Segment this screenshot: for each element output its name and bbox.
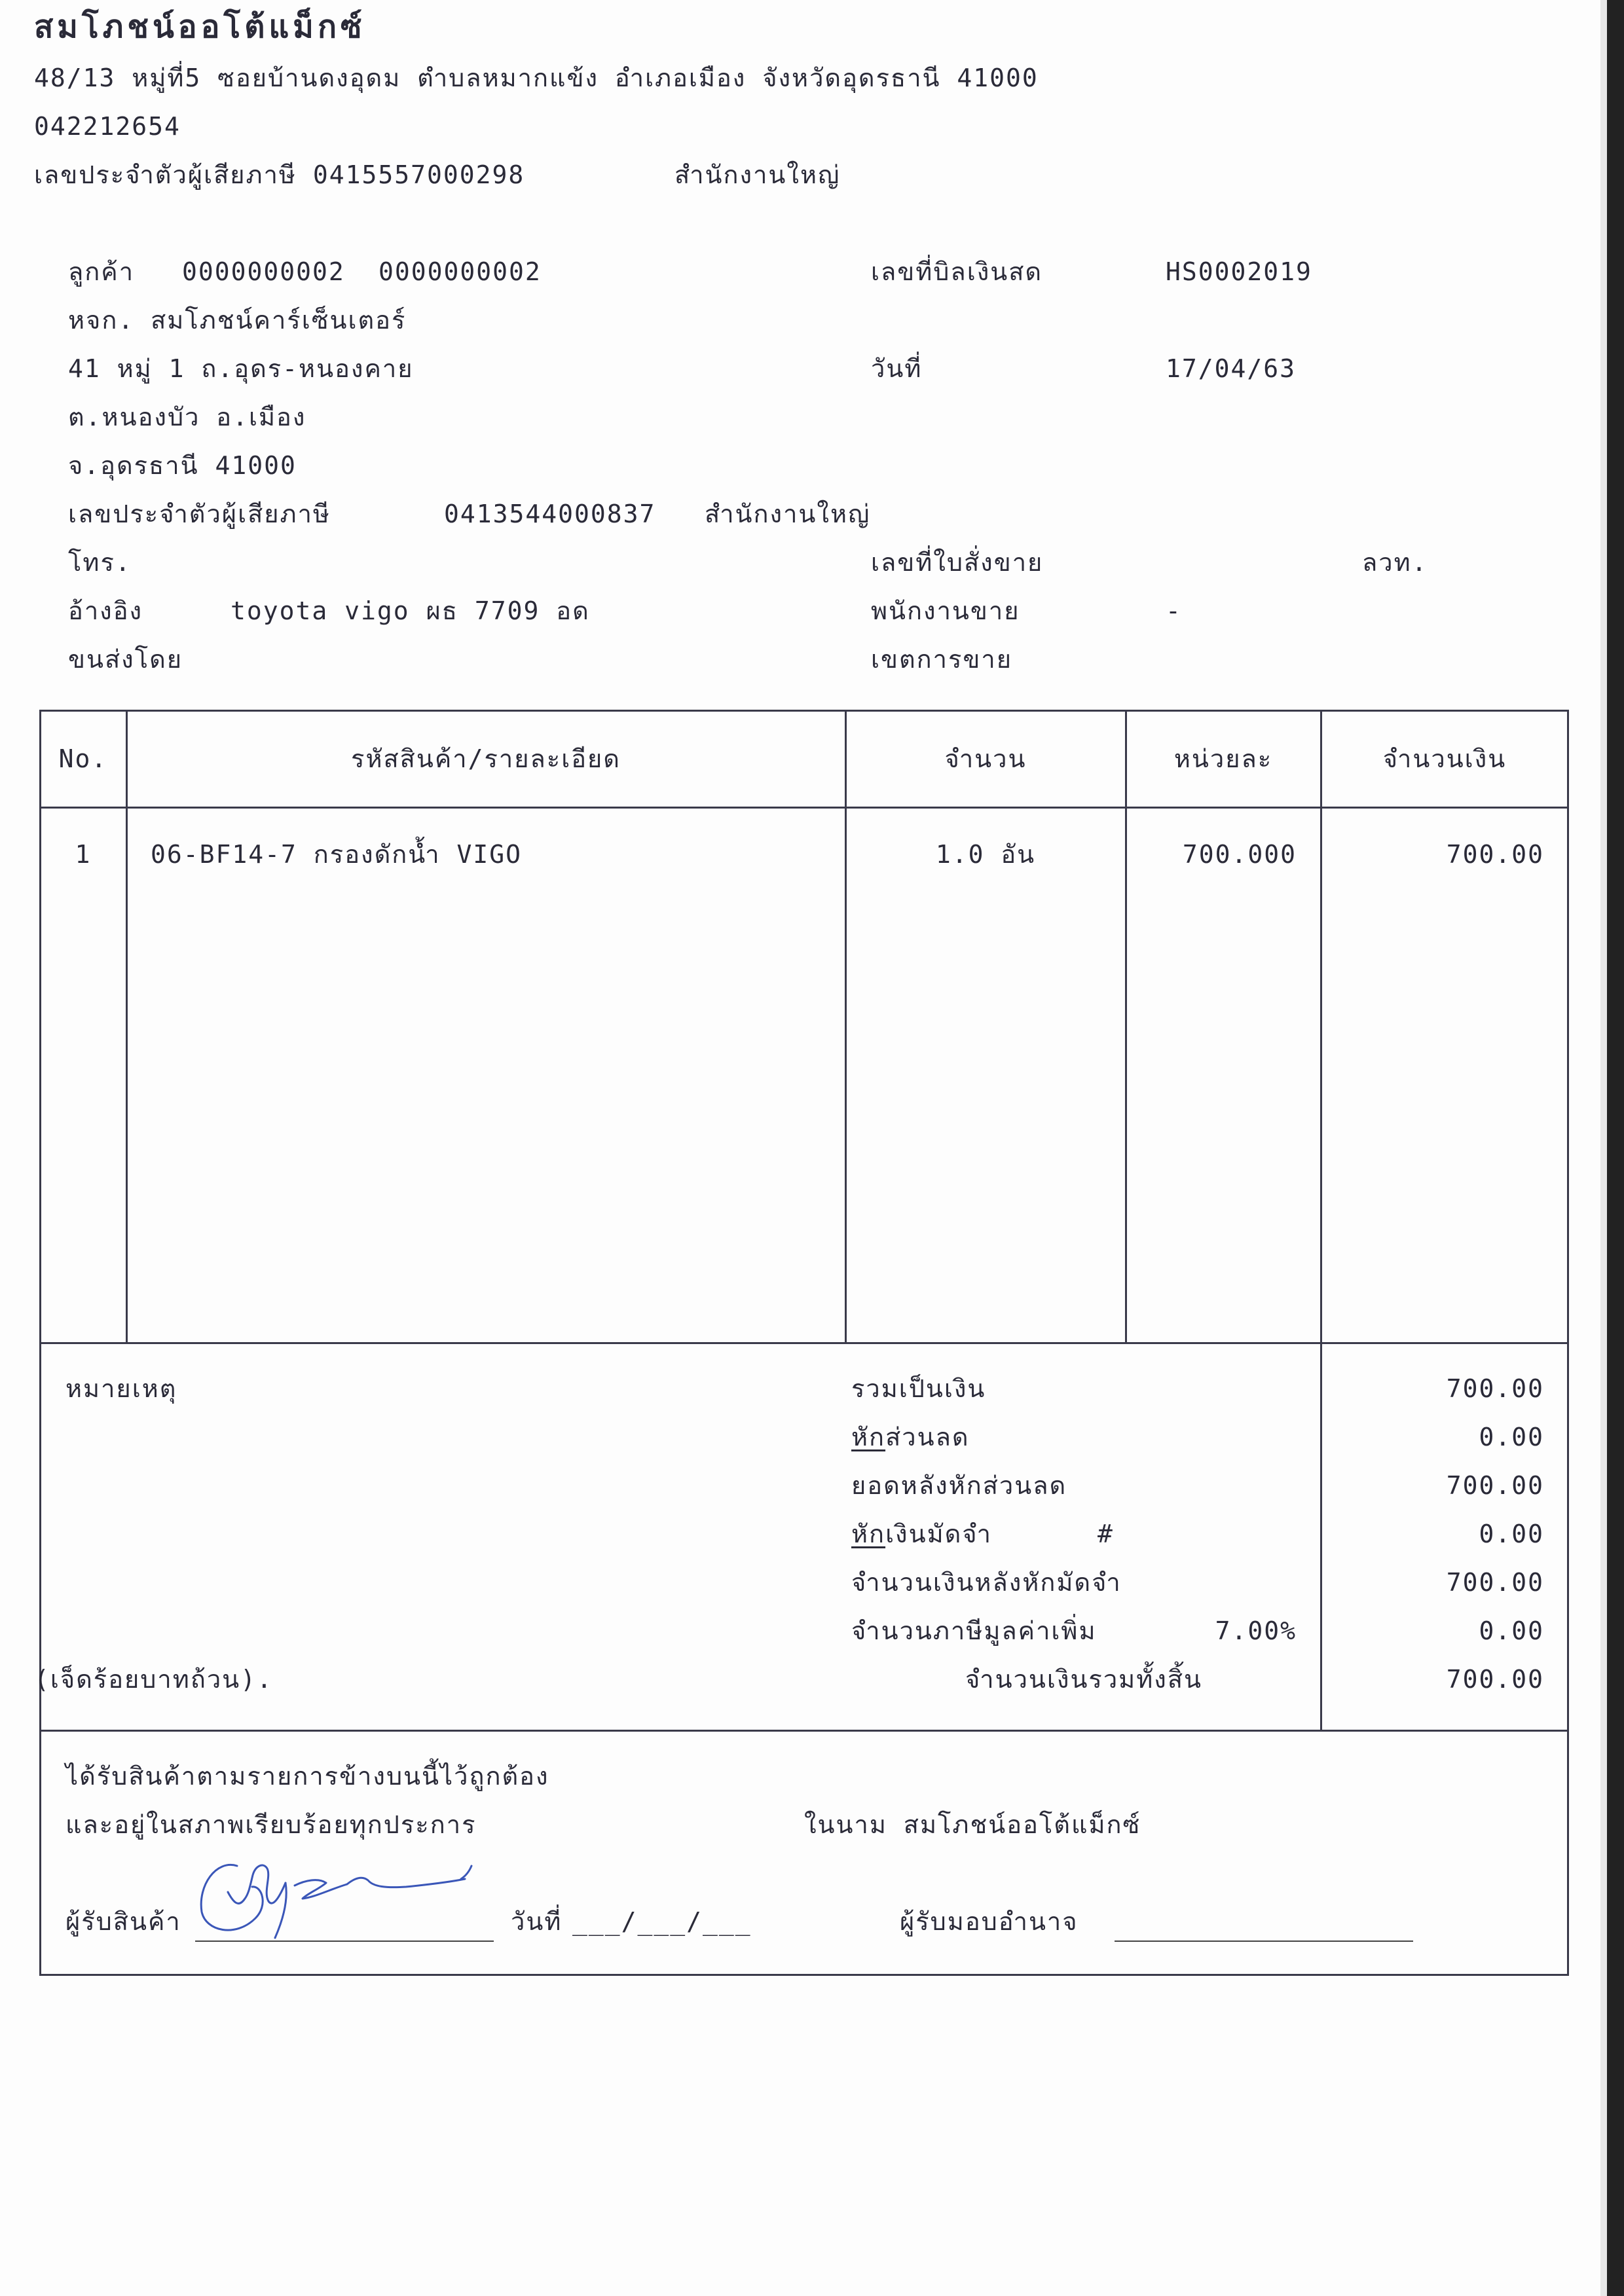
receipt-statement-2: และอยู่ในสภาพเรียบร้อยทุกประการ <box>65 1810 477 1839</box>
vat-label: จำนวนภาษีมูลค่าเพิ่ม <box>851 1616 1097 1645</box>
summary-bottom-divider <box>39 1730 1569 1732</box>
header-no: No. <box>58 744 108 773</box>
header-quantity: จำนวน <box>944 744 1027 773</box>
discount-text: ส่วนลด <box>885 1423 970 1451</box>
date-label: วันที่ <box>871 354 923 383</box>
sales-order-label: เลขที่ใบสั่งขาย <box>871 548 1044 577</box>
customer-tax-id: 0413544000837 <box>444 500 656 528</box>
row-unit-price: 700.000 <box>1182 840 1297 869</box>
header-unit-price: หน่วยละ <box>1173 744 1273 773</box>
receive-date-label: วันที่ <box>511 1907 563 1936</box>
company-name: สมโภชน์ออโต้แม็กซ์ <box>34 9 366 45</box>
after-discount-label: ยอดหลังหักส่วนลด <box>851 1471 1067 1500</box>
receiver-label: ผู้รับสินค้า <box>65 1907 181 1936</box>
customer-tax-label: เลขประจำตัวผู้เสียภาษี <box>68 500 331 528</box>
customer-branch: สำนักงานใหญ่ <box>705 500 871 528</box>
amount-in-words: (เจ็ดร้อยบาทถ้วน). <box>34 1665 273 1694</box>
grand-total-value: 700.00 <box>1446 1665 1544 1694</box>
header-amount: จำนวนเงิน <box>1382 744 1507 773</box>
reference-label: อ้างอิง <box>68 596 143 625</box>
bill-number-label: เลขที่บิลเงินสด <box>871 257 1043 286</box>
receive-date-blank: ___/___/___ <box>572 1907 752 1936</box>
salesperson-value: - <box>1166 596 1182 625</box>
row-no: 1 <box>75 840 92 869</box>
on-behalf-of: ในนาม สมโภชน์ออโต้แม็กซ์ <box>804 1810 1141 1839</box>
discount-prefix: หัก <box>851 1423 886 1451</box>
customer-code-2: 0000000002 <box>378 257 542 286</box>
customer-phone-label: โทร. <box>68 548 132 577</box>
scan-edge-shadow <box>1600 0 1607 2296</box>
receiver-signature <box>190 1846 491 1951</box>
bill-number: HS0002019 <box>1166 257 1312 286</box>
header-divider <box>39 807 1569 809</box>
company-address: 48/13 หมู่ที่5 ซอยบ้านดงอุดม ตำบลหมากแข้ง อำเภอเมือง จังหวัดอุดรธานี 41000 <box>34 64 1039 92</box>
items-bottom-divider <box>39 1342 1569 1344</box>
company-tax-id: เลขประจำตัวผู้เสียภาษี 0415557000298 <box>34 160 525 189</box>
vat-value: 0.00 <box>1479 1616 1544 1645</box>
customer-label: ลูกค้า <box>68 257 135 286</box>
authorized-label: ผู้รับมอบอำนาจ <box>900 1907 1079 1936</box>
deposit-mark: # <box>1098 1520 1114 1548</box>
subtotal-value: 700.00 <box>1446 1374 1544 1403</box>
row-quantity: 1.0 อัน <box>935 840 1036 869</box>
customer-address-2: ต.หนองบัว อ.เมือง <box>68 403 306 431</box>
deposit-label <box>851 1519 992 1549</box>
row-amount: 700.00 <box>1446 840 1544 869</box>
deposit-value: 0.00 <box>1479 1520 1544 1548</box>
sales-order-value: ลวท. <box>1362 548 1428 577</box>
authorized-signature-line <box>1115 1941 1413 1942</box>
col-divider-3 <box>1125 710 1127 1343</box>
col-divider-1 <box>126 710 128 1343</box>
discount-value: 0.00 <box>1479 1423 1544 1451</box>
header-description: รหัสสินค้า/รายละเอียด <box>351 744 621 773</box>
after-deposit-label: จำนวนเงินหลังหักมัดจำ <box>851 1568 1122 1597</box>
company-branch: สำนักงานใหญ่ <box>674 160 841 189</box>
reference-value: toyota vigo ผธ 7709 อด <box>231 596 590 625</box>
after-discount-value: 700.00 <box>1446 1471 1544 1500</box>
customer-name: หจก. สมโภชน์คาร์เซ็นเตอร์ <box>68 306 407 335</box>
vat-rate: 7.00% <box>1215 1616 1297 1645</box>
bill-date: 17/04/63 <box>1166 354 1297 383</box>
grand-total-label: จำนวนเงินรวมทั้งสิ้น <box>965 1665 1202 1694</box>
deposit-prefix: หัก <box>851 1520 886 1548</box>
row-description: 06-BF14-7 กรองดักน้ำ VIGO <box>151 840 522 869</box>
subtotal-label: รวมเป็นเงิน <box>851 1374 986 1403</box>
company-phone: 042212654 <box>34 112 181 141</box>
salesperson-label: พนักงานขาย <box>871 596 1020 625</box>
customer-address-1: 41 หมู่ 1 ถ.อุดร-หนองคาย <box>68 354 414 383</box>
discount-label <box>851 1422 970 1452</box>
shipping-label: ขนส่งโดย <box>68 645 183 674</box>
sales-area-label: เขตการขาย <box>871 645 1012 674</box>
customer-address-3: จ.อุดรธานี 41000 <box>68 451 297 480</box>
customer-code-1: 0000000002 <box>182 257 345 286</box>
remark-label: หมายเหตุ <box>65 1374 177 1403</box>
scan-edge <box>1607 0 1624 2296</box>
col-divider-2 <box>845 710 847 1343</box>
receipt-statement-1: ได้รับสินค้าตามรายการข้างบนนี้ไว้ถูกต้อง <box>65 1762 549 1791</box>
after-deposit-value: 700.00 <box>1446 1568 1544 1597</box>
deposit-text: เงินมัดจำ <box>885 1520 992 1548</box>
